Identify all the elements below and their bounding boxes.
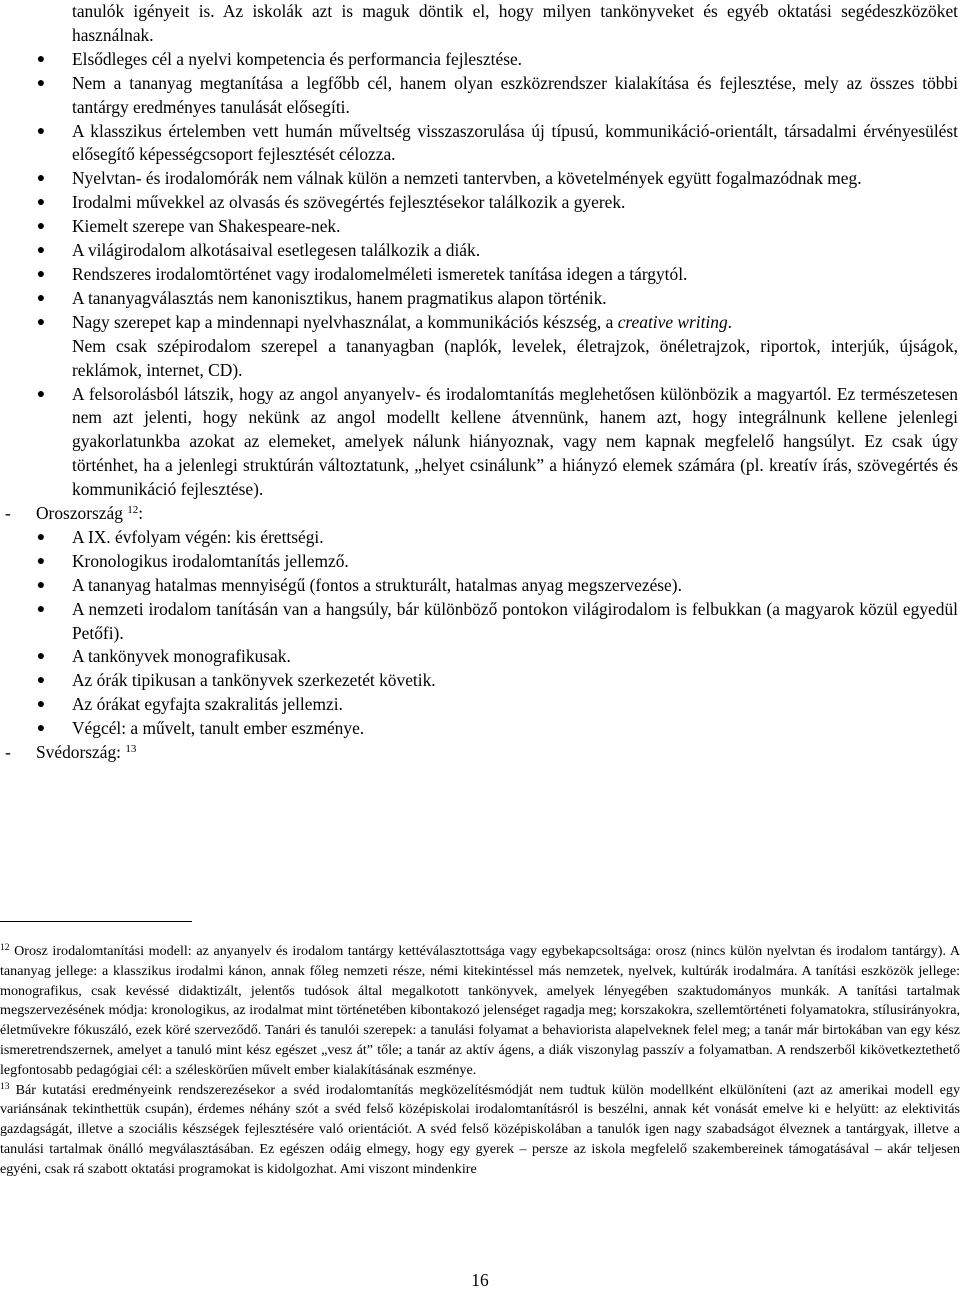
list-item xyxy=(0,526,960,550)
bullet-icon: ● xyxy=(36,314,46,330)
top-continuation: tanulók igényeit is. Az iskolák azt is maguk döntik el, hogy milyen tankönyveket és egyéb oktatási segédeszközöket használnak. xyxy=(72,1,958,45)
bullet-icon: ● xyxy=(36,721,46,737)
list-item-text: Rendszeres irodalomtörténet vagy irodalomelméleti ismeretek tanítása idegen a tárgytól. xyxy=(72,263,688,284)
list-item-text: Irodalmi művekkel az olvasás és szövegértés fejlesztésekor találkozik a gyerek. xyxy=(72,192,626,213)
bullet-icon: ● xyxy=(36,673,46,689)
footnotes xyxy=(0,942,960,1180)
bullet-list-russia xyxy=(0,526,960,741)
dash-marker: - xyxy=(5,503,11,524)
list-item xyxy=(0,215,960,239)
bullet-icon: ● xyxy=(36,171,46,187)
list-item xyxy=(0,72,960,120)
list-item xyxy=(0,645,960,669)
creative-text-after: . xyxy=(727,311,733,332)
list-item-text: A tankönyvek monografikusak. xyxy=(72,646,291,667)
bullet-icon: ● xyxy=(36,697,46,713)
bullet-icon: ● xyxy=(36,649,46,665)
footnote-12 xyxy=(0,942,960,1081)
list-item-text: A tananyag hatalmas mennyiségű (fontos a strukturált, hatalmas anyag megszervezése). xyxy=(72,574,682,595)
footnote-number: 13 xyxy=(0,1081,10,1092)
footnote-ref-12[interactable]: 12 xyxy=(127,504,139,517)
bullet-list-england xyxy=(0,48,960,311)
bullet-icon: ● xyxy=(36,195,46,211)
bullet-icon: ● xyxy=(36,266,46,282)
list-item-text: Kiemelt szerepe van Shakespeare-nek. xyxy=(72,216,341,237)
list-item-text: Elsődleges cél a nyelvi kompetencia és performancia fejlesztése. xyxy=(72,48,523,69)
dash-marker: - xyxy=(5,742,11,763)
section-heading-russia xyxy=(0,502,960,526)
list-item xyxy=(0,120,960,168)
footnote-ref-13[interactable]: 13 xyxy=(125,743,137,756)
footnote-separator xyxy=(0,921,192,922)
russia-suffix: : xyxy=(138,503,144,524)
list-item-text: A klasszikus értelemben vett humán műveltség visszaszorulása új típusú, kommunikáció-orientált, társadalmi érvényesülést elősegítő képességcsoport fejlesztését célozza. xyxy=(72,120,958,165)
bullet-icon: ● xyxy=(36,51,46,67)
page-number: 16 xyxy=(471,1270,489,1290)
list-item-text: Nem a tananyag megtanítása a legfőbb cél, hanem olyan eszközrendszer kialakítása és fejlesztése, mely az összes többi tantárgy eredményes tanulását elősegíti. xyxy=(72,72,958,117)
list-item-text: A tananyagválasztás nem kanonisztikus, hanem pragmatikus alapon történik. xyxy=(72,287,607,308)
list-item xyxy=(0,287,960,311)
summary-text: A felsorolásból látszik, hogy az angol anyanyelv- és irodalomtanítás meglehetősen különbözik a magyartól. Ez természetesen nem azt jelenti, hogy nekünk az angol modellt kellene átvennünk, hanem azt, hogy integrálnunk kellene jelenlegi gyakorlatunkba azokat az elemeket, amelyek nálunk hiányoznak, vagy nem kapnak megfelelő hangsúlyt. Ez csak úgy történhet, ha a jelenlegi struktúrán változtatunk, „helyet csinálunk” a hiányzó elemek számára (pl. kreatív írás, szövegértés és kommunikáció fejlesztése). xyxy=(72,383,958,500)
bullet-icon: ● xyxy=(36,577,46,593)
russia-label: Oroszország xyxy=(36,503,123,524)
bullet-icon: ● xyxy=(36,75,46,91)
list-item xyxy=(0,167,960,191)
list-item-text: Nyelvtan- és irodalomórák nem válnak külön a nemzeti tantervben, a követelmények együtt fogalmazódnak meg. xyxy=(72,168,862,189)
list-item xyxy=(0,693,960,717)
list-item xyxy=(0,550,960,574)
list-item xyxy=(0,191,960,215)
list-item xyxy=(0,669,960,693)
list-item xyxy=(0,717,960,741)
list-item-text: A világirodalom alkotásaival esetlegesen találkozik a diák. xyxy=(72,240,481,261)
section-heading-sweden xyxy=(0,741,960,765)
bullet-icon: ● xyxy=(36,123,46,139)
list-item-text: Kronologikus irodalomtanítás jellemző. xyxy=(72,550,349,571)
bullet-icon: ● xyxy=(36,601,46,617)
list-item-text: Az órákat egyfajta szakralitás jellemzi. xyxy=(72,694,343,715)
bullet-icon: ● xyxy=(36,553,46,569)
creative-continuation: Nem csak szépirodalom szerepel a tananyagban (naplók, levelek, életrajzok, önéletrajzok, riportok, interjúk, újságok, reklámok, internet, CD). xyxy=(72,335,958,380)
list-item xyxy=(0,598,960,646)
list-item xyxy=(0,48,960,72)
sweden-label: Svédország: xyxy=(36,742,122,763)
creative-text-before: Nagy szerepet kap a mindennapi nyelvhasználat, a kommunikációs készség, a xyxy=(72,311,618,332)
bullet-icon: ● xyxy=(36,290,46,306)
list-item xyxy=(0,574,960,598)
list-item-text: A IX. évfolyam végén: kis érettségi. xyxy=(72,526,324,547)
creative-text-italic: creative writing xyxy=(617,311,728,332)
bullet-icon: ● xyxy=(36,529,46,545)
bullet-icon: ● xyxy=(36,243,46,259)
list-item xyxy=(0,263,960,287)
list-item-creative xyxy=(0,311,960,335)
list-item-text: Az órák tipikusan a tankönyvek szerkezetét követik. xyxy=(72,670,436,691)
list-item-summary xyxy=(0,383,960,503)
bullet-icon: ● xyxy=(36,219,46,235)
footnote-text: Bár kutatási eredményeink rendszerezésekor a svéd irodalomtanítás megközelítésmódját nem tudtuk külön modellként elkülöníteni (azt az amerikai modell egy variánsának tekinthettük csupán), érdemes néhány szót a svéd felső középiskolai irodalomtanításról is beszélni, annak két vonását emelve ki e helyütt: az elektivitás gazdagságát, illetve a szociális készségek fejlesztésére való orientációt. A svéd felső középiskolában a tanulók igen nagy szabadságot élveznek a tantárgyak, illetve a tanulási tartalmak önálló megválasztásában. Ez egészen odáig elmegy, hogy egy gyerek – persze az iskola megfelelő szakembereinek támogatásával – akár teljesen egyéni, csak rá szabott oktatási programokat is kidolgozhat. Ami viszont mindenkire xyxy=(0,1081,960,1177)
bullet-icon: ● xyxy=(36,386,46,402)
list-item-text: A nemzeti irodalom tanításán van a hangsúly, bár különböző pontokon világirodalom is felbukkan (a magyarok közül egyedül Petőfi). xyxy=(72,598,958,643)
footnote-13 xyxy=(0,1081,960,1180)
footnote-text: Orosz irodalomtanítási modell: az anyanyelv és irodalom tantárgy kettéválasztottsága vagy egybekapcsoltsága: orosz (nincs külön nyelvtan és irodalom tantárgy). A tananyag jellege: a klasszikus irodalmi kánon, annak főleg nemzeti része, némi kitekintéssel más nemzetek, nyelvek, kultúrák irodalmára. A tanítási eszközök jellege: monografikus, csak kevéssé didaktizált, jelentős tudósok által megalkotott tankönyvek, amelyek lényegében szaktudományos munkák. A tanítási tartalmak megszervezésének módja: kronologikus, az irodalmat mint történetében kibontakozó jelenséget ragadja meg; korszakokra, szellemtörténeti folyamatokra, stílusirányokra, életművekre fókuszáló, ezek köré szerveződő. Tanári és tanulói szerepek: a tanulási folyamat a behaviorista alapelveknek felel meg; a tanár már birtokában van egy kész ismeretrendszernek, amelyet a tanuló mint kész egészet „vesz át” tőle; a tanár az aktív ágens, a diák viszonylag passzív a folyamatban. A rendszerből kikövetkeztethető legfontosabb pedagógiai cél: a széleskörűen művelt ember kialakításának eszménye. xyxy=(0,943,960,1078)
footnote-number: 12 xyxy=(0,943,10,953)
list-item xyxy=(0,239,960,263)
list-item-text: Végcél: a művelt, tanult ember eszménye. xyxy=(72,718,365,739)
